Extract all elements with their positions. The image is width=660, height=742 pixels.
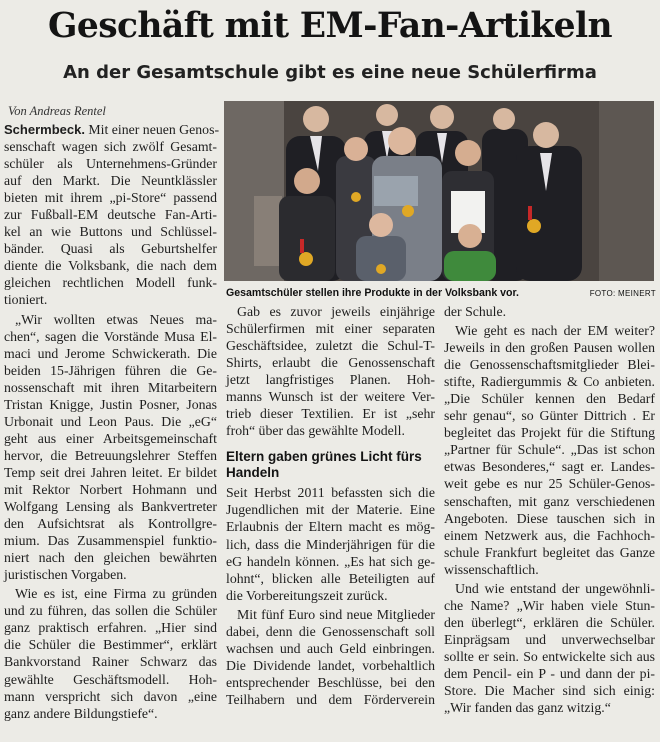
- paragraph-line: gewählte Geschäftsmodell. Hoh-: [4, 671, 217, 687]
- paragraph-line: beiden 15-Jährigen führen die Ge-: [4, 362, 217, 378]
- paragraph-line: Mit fünf Euro sind neue Mitglieder: [237, 606, 435, 622]
- line-text: Mit einer neuen Genos-: [84, 122, 220, 137]
- paragraph-line: wachsen und auch Geld einbringen.: [226, 640, 435, 656]
- paragraph-line: mann verspricht sich davon „eine: [4, 688, 217, 704]
- paragraph-line: entsprechender Beschlüsse, bei den: [226, 674, 435, 690]
- paragraph-line: weit gebe es nur 25 Schüler-Genos-: [444, 476, 655, 492]
- paragraph-line: dabei, denn die Genossenschaft soll: [226, 623, 435, 639]
- subheadline: An der Gesamtschule gibt es eine neue Schülerfirma: [63, 62, 597, 83]
- group-photo-illustration: [224, 101, 654, 281]
- paragraph-line: dem Pencil- ein P - und dann der pi-: [444, 665, 655, 681]
- paragraph-line: „Die Schüler kennen den Bedarf: [444, 391, 655, 407]
- paragraph-line: mium. Das Zusammenspiel funktio-: [4, 533, 217, 549]
- paragraph-line: geht aus einer Arbeitsgemeinschaft: [4, 430, 217, 446]
- paragraph-line: froh“ über das gewählte Modell.: [226, 423, 405, 439]
- paragraph-line: Shirts, erlaubt die Genossenschaft: [226, 355, 435, 371]
- paragraph-line: begleitet das Projekt für die Stiftung: [444, 425, 655, 441]
- photo-credit: FOTO: MEINERT: [589, 289, 656, 298]
- paragraph-line: jetzt langfristiges Planen. Hoh-: [226, 372, 435, 388]
- paragraph-line: diente die Volksbank, die nach dem: [4, 258, 217, 274]
- paragraph-line: Geschäftsidee, zuletzt die Schul-T-: [226, 338, 435, 354]
- caption-text: Gesamtschüler stellen ihre Produkte in der Volksbank vor.: [226, 287, 519, 299]
- paragraph-line: lohnt“, blicken alle Beteiligten auf: [226, 570, 435, 586]
- paragraph-line: Wie geht es nach der EM weiter?: [455, 323, 655, 339]
- paragraph-line: trieb dieser Textilien. Er ist „sehr: [226, 406, 435, 422]
- paragraph-line: „Wir wollten etwas Neues ma-: [15, 311, 217, 327]
- paragraph-line: Gab es zuvor jeweils einjährige: [237, 304, 435, 319]
- paragraph-line: maci und Jerome Schwickerath. Die: [4, 345, 217, 361]
- article-column-1: [4, 121, 220, 722]
- paragraph-line: Und wie entstand der ungewöhnli-: [455, 580, 655, 596]
- paragraph-line: tioniert.: [4, 292, 48, 308]
- paragraph-line: senschaften, mit ganz verschiedenen: [444, 493, 655, 509]
- paragraph-line: bänder. Quasi als Geburtshelfer: [4, 241, 217, 257]
- dateline: Schermbeck.: [4, 122, 85, 137]
- paragraph-line: Store. Die Macher sind sich einig:: [444, 683, 655, 699]
- paragraph-line: Bankvorstand Rainer Schwarz das: [4, 654, 217, 670]
- paragraph-line: die Schüler die Bestimmer“, erklärt: [4, 637, 217, 653]
- photo-caption: [226, 287, 656, 299]
- paragraph-line: Jugendlichen mit der Materie. Eine: [226, 502, 435, 518]
- paragraph-line: ganz praktisch erfahren. „Hier sind: [4, 620, 217, 636]
- paragraph-line: ganz andere Bildungstiefe“.: [4, 705, 158, 721]
- paragraph-line: schule Frankfurt begleitet das Ganze: [444, 544, 655, 560]
- paragraph-line: Temp seit drei Jahren leitet. Er bildet: [4, 464, 217, 480]
- paragraph-line: Einprägsam und unverwechselbar: [444, 631, 655, 647]
- paragraph-line: che Name? „Wir haben viele Stun-: [444, 597, 655, 613]
- article-column-2: [226, 303, 435, 708]
- headline: Geschäft mit EM-Fan-Artikeln: [47, 6, 613, 46]
- paragraph-line: nossenschaft mit ihren Mitarbeitern: [4, 379, 217, 395]
- paragraph-line: hervor, die Betreuungslehrer Steffen: [4, 447, 217, 463]
- paragraph-line: sollte er sein. So entwickelte sich aus: [444, 648, 655, 664]
- article-column-3: [444, 303, 655, 716]
- paragraph-line: schüler als Unternehmens-Gründer: [4, 156, 217, 172]
- paragraph-line: einem Netzwerk aus, die Fachhoch-: [444, 527, 655, 543]
- paragraph-line: Teilhabern und dem Förderverein: [226, 691, 435, 707]
- paragraph-line: Wie es ist, eine Firma zu gründen: [15, 586, 217, 602]
- paragraph-line: der Schule.: [444, 304, 507, 319]
- paragraph-line: senschaft wagen sich zwölf Gesamt-: [4, 139, 217, 155]
- paragraph-line: manns Wunsch ist der weitere Ver-: [226, 389, 435, 405]
- paragraph-line: den Aufsichtsrat als Kontrollgre-: [4, 516, 217, 532]
- paragraph-line: eG handeln können. „Es hat sich ge-: [226, 553, 435, 569]
- paragraph-line: gleichen rechtlichen Modell funk-: [4, 275, 217, 291]
- paragraph-line: stifte, Radiergummis & Co anbieten.: [444, 374, 655, 390]
- paragraph-line: lich, dass die Minderjährigen für die: [226, 536, 435, 552]
- paragraph-line: juristischen Vorgaben.: [4, 567, 127, 583]
- byline: Von Andreas Rentel: [8, 104, 106, 118]
- paragraph-line: „Partner für Schule“. „Das ist schon: [444, 442, 655, 458]
- paragraph-line: auf den Markt. Die Neuntklässler: [4, 173, 217, 189]
- paragraph-line: die Vorbereitungszeit zurück.: [226, 587, 388, 603]
- paragraph-line: mit Rektor Norbert Hohmann und: [4, 481, 217, 497]
- paragraph-line: „Wir fanden das ganz witzig.“: [444, 700, 611, 716]
- paragraph-line: Schülerfirmen mit einer separaten: [226, 321, 435, 337]
- paragraph-line: niert nach den gleichen bewährten: [4, 550, 217, 566]
- paragraph-line: Erlaubnis der Eltern macht es mög-: [226, 519, 435, 535]
- paragraph-line: etwas Besonderes,“ sagt er. Landes-: [444, 459, 655, 475]
- paragraph-line: zur Fußball-EM deutsche Fan-Arti-: [4, 207, 217, 223]
- paragraph-line: Die Dividende landet, vorbehaltlich: [226, 657, 435, 673]
- paragraph-line: Seit Herbst 2011 befassten sich die: [226, 485, 435, 501]
- paragraph-line: [4, 121, 220, 138]
- paragraph-line: sehr genau“, so Günter Dittrich . Er: [444, 408, 655, 424]
- article-photo: [224, 101, 654, 281]
- paragraph-line: Wolfgang Lensing als Bankvertreter: [4, 499, 217, 515]
- paragraph-line: chen“, sagen die Vorstände Musa El-: [4, 328, 217, 344]
- paragraph-line: wissenschaftlich.: [444, 561, 539, 577]
- section-heading: Eltern gaben grünes Licht fürs Handeln: [226, 449, 422, 481]
- paragraph-line: und zu führen, das sollen die Schüler: [4, 603, 217, 619]
- paragraph-line: kel an wie Buttons und Schlüssel-: [4, 224, 217, 240]
- paragraph-line: den überlegt“, erklären die Schüler.: [444, 614, 655, 630]
- paragraph-line: Angeboten. Diese tauschen sich in: [444, 510, 655, 526]
- paragraph-line: Jeweils in den großen Pausen wollen: [444, 340, 655, 356]
- paragraph-line: die Genossenschaftsmitglieder Blei-: [444, 357, 655, 373]
- paragraph-line: bieten mit ihrem „pi-Store“ passend: [4, 190, 217, 206]
- paragraph-line: Urbonait und Leon Paus. Die „eG“: [4, 413, 217, 429]
- paragraph-line: Tristan Knigge, Justin Posner, Jonas: [4, 396, 217, 412]
